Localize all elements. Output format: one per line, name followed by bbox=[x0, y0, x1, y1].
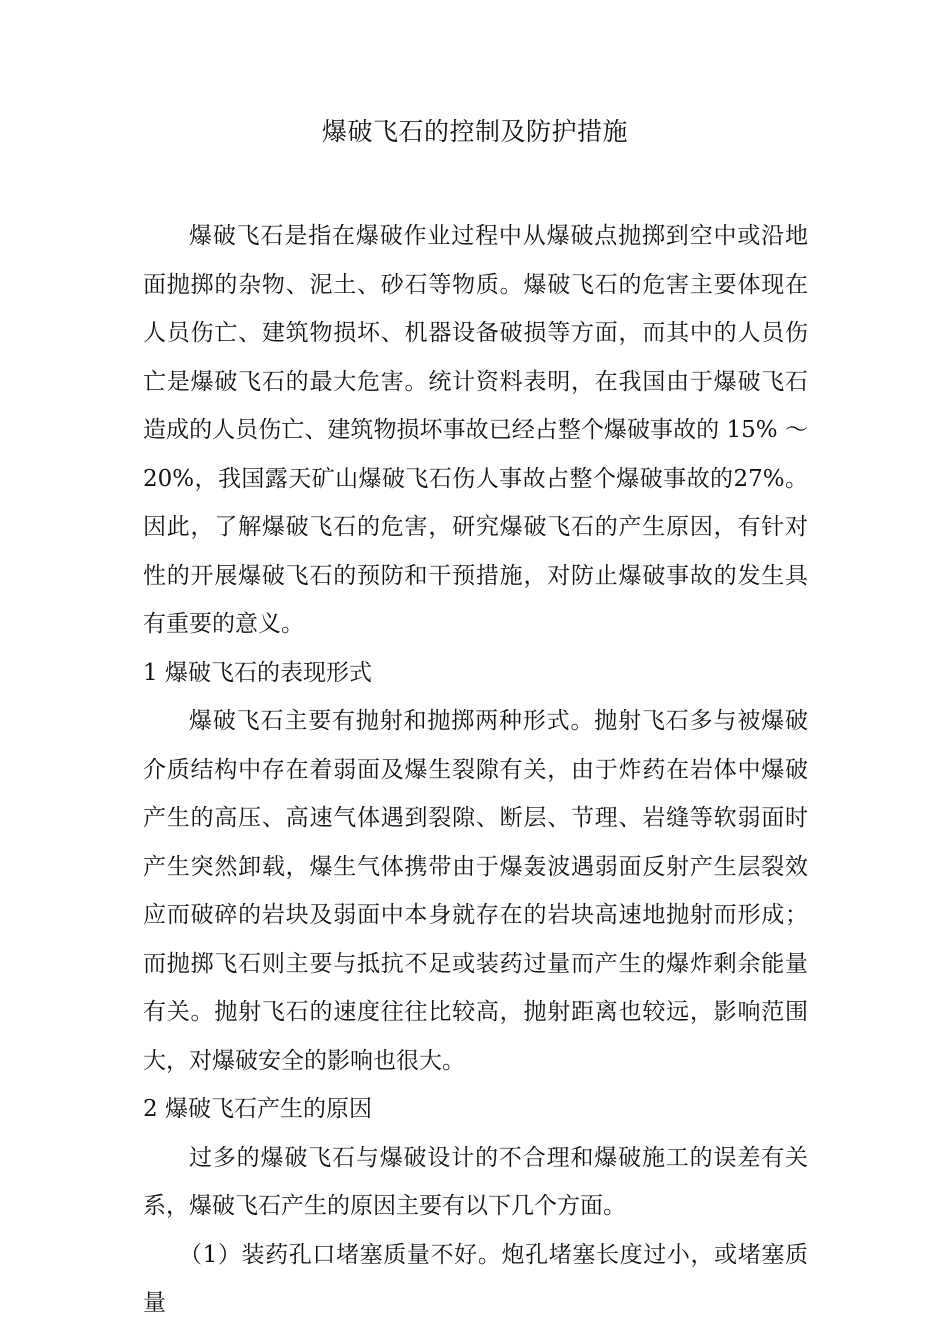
document-title: 爆破飞石的控制及防护措施 bbox=[321, 117, 628, 146]
document-body bbox=[143, 212, 808, 1328]
section-2-paragraph: 过多的爆破飞石与爆破设计的不合理和爆破施工的误差有关系，爆破飞石产生的原因主要有以下几个方面。 bbox=[143, 1144, 808, 1219]
section-2-heading: 2 爆破飞石产生的原因 bbox=[143, 1096, 372, 1122]
section-1-paragraph: 爆破飞石主要有抛射和抛掷两种形式。抛射飞石多与被爆破介质结构中存在着弱面及爆生裂隙有关，由于炸药在岩体中爆破产生的高压、高速气体遇到裂隙、断层、节理、岩缝等软弱面时产生突然卸载，爆生气体携带由于爆轰波遇弱面反射产生层裂效应而破碎的岩块及弱面中本身就存在的岩块高速地抛射而形成；而抛掷飞石则主要与抵抗不足或装药过量而产生的爆炸剩余能量有关。抛射飞石的速度往往比较高，抛射距离也较远，影响范围大，对爆破安全的影响也很大。 bbox=[143, 708, 808, 1074]
intro-paragraph: 爆破飞石是指在爆破作业过程中从爆破点抛掷到空中或沿地面抛掷的杂物、泥土、砂石等物质。爆破飞石的危害主要体现在人员伤亡、建筑物损坏、机器设备破损等方面，而其中的人员伤亡是爆破飞石的最大危害。统计资料表明，在我国由于爆破飞石造成的人员伤亡、建筑物损坏事故已经占整个爆破事故的 15% ～ 20%，我国露天矿山爆破飞石伤人事故占整个爆破事故的27%。因此，了解爆破飞石的危害，研究爆破飞石的产生原因，有针对性的开展爆破飞石的预防和干预措施，对防止爆破事故的发生具有重要的意义。 bbox=[143, 223, 808, 637]
section-1-heading: 1 爆破飞石的表现形式 bbox=[143, 659, 372, 686]
list-item-1: （1）装药孔口堵塞质量不好。炮孔堵塞长度过小，或堵塞质量 bbox=[143, 1241, 808, 1316]
